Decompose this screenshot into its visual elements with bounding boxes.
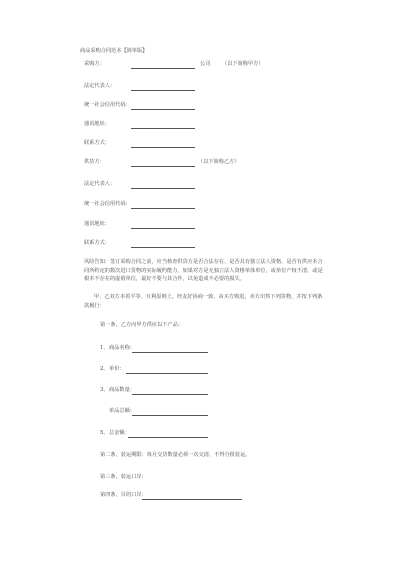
supplier-alias: （以下简称乙方）: [198, 159, 240, 165]
supplier-name-blank: [131, 166, 195, 167]
item-1-number: 1、: [100, 345, 109, 351]
item-4-blank: [132, 415, 208, 416]
item-5-blank: [128, 437, 208, 438]
item-2-blank: [126, 373, 208, 374]
supplier-contact-blank: [131, 247, 195, 248]
item-5-label: 总金额：: [109, 430, 130, 436]
item-5-number: 5、: [100, 430, 109, 436]
article-4-label: 第四条、目的口岸：: [100, 492, 147, 498]
buyer-name-blank: [131, 68, 195, 69]
page-title: 商品采购合同范本【简单版】: [80, 48, 148, 54]
article-4-blank: [142, 499, 242, 500]
item-3-blank: [132, 394, 208, 395]
supplier-credit-code-blank: [131, 208, 195, 209]
article-3-label: 第三条、装运口岸：: [100, 474, 147, 480]
buyer-legal-rep-blank: [131, 90, 195, 91]
item-2-label: 单价：: [109, 366, 125, 372]
supplier-legal-rep-label: 法定代表人：: [84, 181, 116, 187]
buyer-contact-blank: [131, 147, 195, 148]
supplier-contact-label: 联系方式：: [84, 240, 110, 246]
buyer-company-suffix: 公司: [200, 61, 211, 67]
risk-notice: 风险告知：签订采购合同之前，应当核查供货方是否合法存在，是否具有独立法人资格，是否有供应本合同所约定的数次进口货物的实际履约能力，如果对方是无独立法人资格单体单位，或单位产权不清，或是根本不存在的虚假单位，最好不要与其合作，以免造成不必要的损失。: [84, 259, 323, 283]
buyer-contact-label: 联系方式：: [84, 140, 110, 146]
intro-paragraph: 甲、乙双方本着平等、互利原则上，经友好协商一致，由买方购进，卖方出售下列货物，并按下列条款履行：: [84, 294, 323, 309]
supplier-label: 供货方：: [84, 159, 105, 165]
item-1-blank: [132, 352, 208, 353]
article-2: 第二条、装运期限：每月交货数量必须一次交清，不得分批装运。: [100, 452, 251, 458]
buyer-credit-code-blank: [131, 109, 195, 110]
item-4-label: 单品总额：: [109, 408, 135, 414]
item-3-number: 3、: [100, 387, 109, 393]
supplier-credit-code-label: 统一社会信用代码：: [84, 201, 131, 207]
item-2-number: 2、: [100, 366, 109, 372]
supplier-address-blank: [131, 228, 195, 229]
supplier-address-label: 通讯地址：: [84, 221, 110, 227]
buyer-alias: （以下简称甲方）: [222, 61, 264, 67]
article-1-heading: 第一条、乙方向甲方供应以下产品：: [100, 322, 184, 328]
buyer-credit-code-label: 统一社会信用代码：: [84, 102, 131, 108]
item-3-label: 商品数量：: [109, 387, 135, 393]
buyer-address-label: 通讯地址：: [84, 121, 110, 127]
buyer-legal-rep-label: 法定代表人：: [84, 83, 116, 89]
buyer-address-blank: [131, 128, 195, 129]
supplier-legal-rep-blank: [131, 188, 195, 189]
item-1-label: 商品名称：: [109, 345, 135, 351]
buyer-label: 采购方：: [84, 61, 105, 67]
